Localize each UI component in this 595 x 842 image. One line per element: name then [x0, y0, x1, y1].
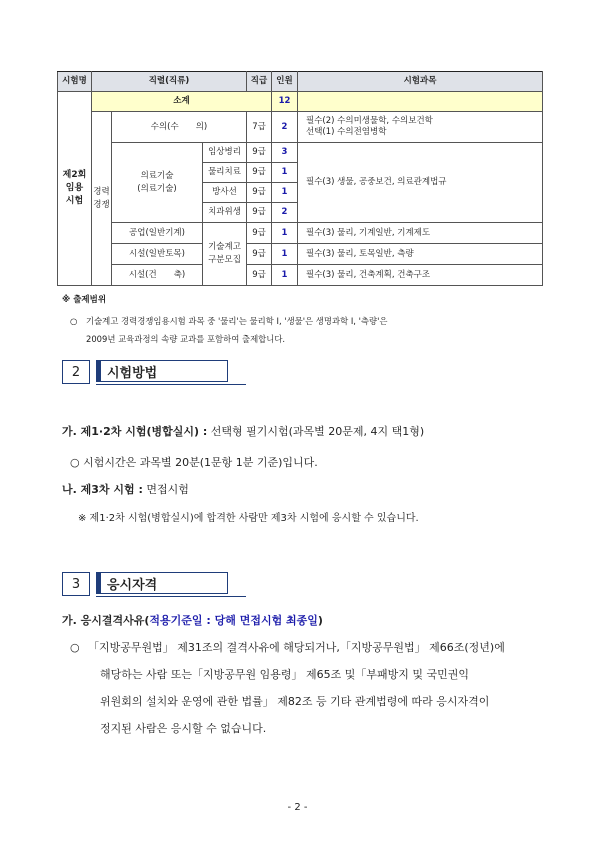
method-a-text: 선택형 필기시험(과목별 20문제, 4지 택1형): [207, 425, 425, 438]
count-cell: 1: [272, 223, 298, 244]
method-b-label: 나. 제3차 시험 :: [62, 483, 143, 496]
qualification-a-label: 가. 응시결격사유(: [62, 614, 150, 627]
method-b: [62, 483, 189, 497]
grade-cell: 9급: [247, 244, 272, 265]
qualification-a-highlight: 적용기준일 : 당해 면접시험 최종일: [149, 614, 318, 627]
header-exam-name: 시험명: [58, 72, 92, 92]
grade-cell: 9급: [247, 265, 272, 286]
exam-type-cell: 경력 경쟁: [92, 112, 112, 286]
series-cell: 시설(건 축): [112, 265, 203, 286]
grade-cell: 9급: [247, 183, 272, 203]
note-title: ※ 출제범위: [62, 295, 107, 305]
note-bullet: ○: [70, 316, 78, 326]
sub-series-cell: 방사선: [203, 183, 247, 203]
header-count: 인원: [272, 72, 298, 92]
sub-series-cell: 치과위생: [203, 203, 247, 223]
method-a-sub: ○ 시험시간은 과목별 20분(1문항 1분 기준)입니다.: [70, 456, 318, 469]
exam-table: [57, 71, 543, 286]
method-b-sub: ※ 제1·2차 시험(병합실시)에 합격한 사람만 제3차 시험에 응시할 수 있습니다.: [78, 513, 419, 524]
medical-group-cell: 의료기술 (의료기술): [112, 143, 203, 223]
qualification-line-1: 「지방공무원법」 제31조의 결격사유에 해당되거나,「지방공무원법」 제66조(정년)에: [88, 641, 505, 654]
note-line-2: 2009년 교육과정의 속량 교과를 포함하여 출제합니다.: [86, 334, 286, 344]
count-cell: 2: [272, 112, 298, 143]
qualification-a: [62, 614, 323, 628]
series-cell: 수의(수 의): [112, 112, 247, 143]
count-cell: 1: [272, 265, 298, 286]
count-cell: 1: [272, 244, 298, 265]
count-cell: 1: [272, 163, 298, 183]
qualification-body: [88, 641, 528, 749]
method-b-text: 면접시험: [142, 483, 189, 496]
subtotal-blank: [298, 92, 543, 112]
grade-cell: 9급: [247, 143, 272, 163]
table-header-row: [58, 72, 543, 92]
method-a-label: 가. 제1·2차 시험(병합실시) :: [62, 425, 208, 438]
subjects-cell: 필수(3) 물리, 토목일반, 측량: [298, 244, 543, 265]
table-row: [58, 244, 543, 265]
header-subjects: 시험과목: [298, 72, 543, 92]
series-cell: 공업(일반기계): [112, 223, 203, 244]
section-3-heading: [62, 572, 262, 596]
section-title: 시험방법: [96, 360, 228, 382]
grade-cell: 9급: [247, 203, 272, 223]
count-cell: 3: [272, 143, 298, 163]
section-underline: [96, 384, 246, 385]
section-2-heading: [62, 360, 262, 384]
subtotal-label: 소계: [92, 92, 272, 112]
table-row: [58, 223, 543, 244]
table-row: [58, 112, 543, 143]
qualification-line-2: 해당하는 사람 또는「지방공무원 임용령」 제65조 및「부패방지 및 국민권익: [100, 668, 469, 681]
section-underline: [96, 596, 246, 597]
page-number: - 2 -: [287, 802, 308, 813]
subjects-cell: 필수(3) 물리, 기계일반, 기계제도: [298, 223, 543, 244]
tech-group-cell: 기술계고 구분모집: [203, 223, 247, 286]
subtotal-row: [58, 92, 543, 112]
count-cell: 1: [272, 183, 298, 203]
table-row: [58, 265, 543, 286]
subjects-cell: 필수(2) 수의미생물학, 수의보건학 선택(1) 수의전염병학: [298, 112, 543, 143]
section-number: 3: [62, 572, 90, 596]
qualification-bullet: ○: [70, 641, 80, 654]
subtotal-count: 12: [272, 92, 298, 112]
grade-cell: 7급: [247, 112, 272, 143]
grade-cell: 9급: [247, 223, 272, 244]
sub-series-cell: 임상병리: [203, 143, 247, 163]
qualification-line-4: 정지된 사람은 응시할 수 없습니다.: [100, 722, 267, 735]
header-grade: 직급: [247, 72, 272, 92]
qualification-a-close: ): [317, 614, 323, 627]
grade-cell: 9급: [247, 163, 272, 183]
table-row: [58, 143, 543, 163]
note-line-1: 기술계고 경력경쟁임용시험 과목 중 '물리'는 물리학 Ⅰ, '생물'은 생명과학 Ⅰ, '측량'은: [86, 316, 388, 326]
section-number: 2: [62, 360, 90, 384]
medical-subjects-cell: 필수(3) 생물, 공중보건, 의료관계법규: [298, 143, 543, 223]
qualification-line-3: 위원회의 설치와 운영에 관한 법률」 제82조 등 기타 관계법령에 따라 응시자격이: [100, 695, 490, 708]
exam-name-cell: 제2회 임용 시험: [58, 92, 92, 286]
subjects-cell: 필수(3) 물리, 건축계획, 건축구조: [298, 265, 543, 286]
series-cell: 시설(일반토목): [112, 244, 203, 265]
method-a: [62, 425, 424, 439]
header-series: 직렬(직류): [92, 72, 247, 92]
sub-series-cell: 물리치료: [203, 163, 247, 183]
count-cell: 2: [272, 203, 298, 223]
section-title: 응시자격: [96, 572, 228, 594]
